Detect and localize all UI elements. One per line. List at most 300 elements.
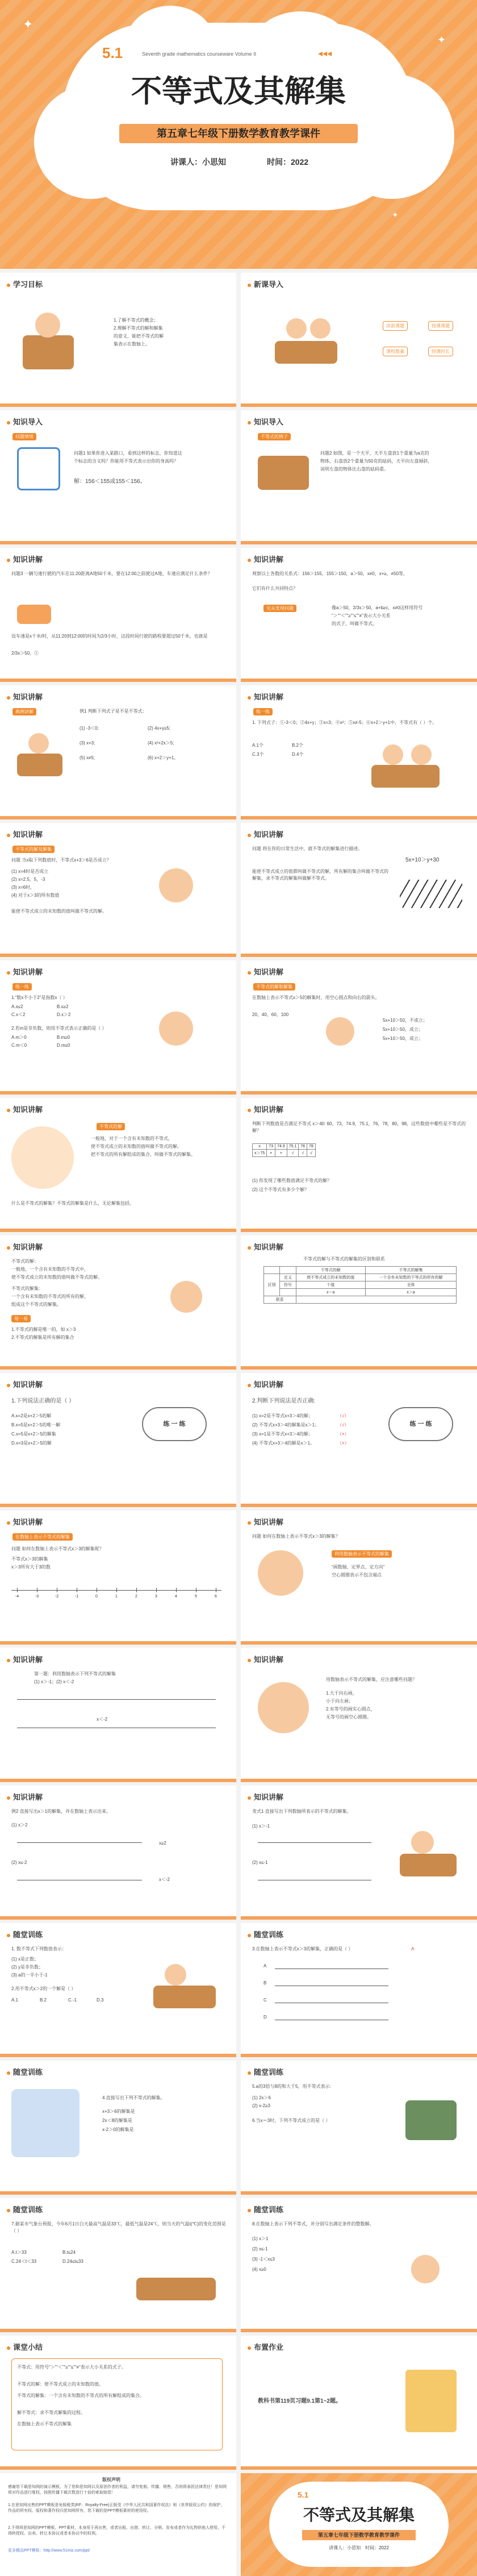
pencils-illustration xyxy=(400,880,462,908)
question-text: 用数轴表示不等式的解集，应注意哪些问题？ xyxy=(326,1677,417,1682)
question-text: 变式1 直接写出下列数轴所表示的不等式的解集。 xyxy=(252,1809,352,1814)
option-text: C.3个 xyxy=(252,752,264,757)
option-label: D xyxy=(263,2015,267,2020)
student-illustration xyxy=(159,1012,193,1046)
slide-heading: 随堂训练 xyxy=(7,1929,43,1940)
note-text: 1.不等式的解是唯一的，如 x＞3 xyxy=(11,1327,76,1332)
option-text: (5) x≠5; xyxy=(80,755,95,760)
practice-cloud: 练 一 练 xyxy=(142,1407,207,1441)
option-label: A xyxy=(263,1963,267,1969)
slide-heading: 知识讲解 xyxy=(248,966,283,977)
footer-bar xyxy=(0,2329,236,2332)
cover-arrows: ◂◂◂ xyxy=(318,49,332,59)
question-text: 1.“数x不小于2”是指数x（ ） xyxy=(11,995,68,1000)
goal-line: 2.理解不等式的解和解集 xyxy=(114,326,163,331)
footer-bar xyxy=(241,679,477,682)
student-illustration xyxy=(411,2255,440,2283)
option-text: B.x≥2 xyxy=(57,1004,69,1009)
summary-text: 不等式的解集：一个含有未知数的不等式的所有解组成的集合。 xyxy=(17,2393,144,2398)
truck-illustration xyxy=(17,605,51,624)
section-tag: 易一易 xyxy=(11,1315,31,1322)
answer-mark: （√） xyxy=(337,1413,349,1418)
option-text: (4) 对于x＞3的所有数值 xyxy=(11,893,60,898)
question-text: (1) 你发现了哪些数值满足不等式的解？ xyxy=(252,1178,332,1183)
question-text: 观察以上各数的关系式：156＞155，155＞150，a＞50，x≠0，x+≥，≠50等， xyxy=(252,571,408,576)
slide-heading: 知识讲解 xyxy=(248,1104,283,1114)
footer-bar xyxy=(0,1366,236,1370)
desk-illustration xyxy=(136,2278,216,2300)
slide-heading: 知识讲解 xyxy=(7,554,43,564)
option-text: A.x≤2 xyxy=(11,1004,23,1009)
question-text: 问题 如何在数轴上表示不等式x＞3的解集？ xyxy=(252,1534,340,1539)
option-text: D.4个 xyxy=(292,752,304,757)
section-tag: 练一练 xyxy=(253,708,273,715)
answer-mark: （×） xyxy=(337,1431,349,1437)
option-text: C.24＜t＜33 xyxy=(11,2259,37,2264)
footer-bar xyxy=(0,1091,236,1095)
option-text: B.2个 xyxy=(292,743,304,748)
option-text: (2) 不等式x+3＞4的解集是x＞1； xyxy=(252,1422,320,1428)
question-text: 它们有什么共同特点？ xyxy=(252,586,298,591)
summary-box xyxy=(11,2358,223,2450)
option-text: (3) x=6时， xyxy=(11,885,35,890)
option-text: C.m＜0 xyxy=(11,1043,27,1048)
option-text: x+3＞6的解集是 xyxy=(102,2109,135,2114)
definition-text: 一般地，一个含有未知数的不等式中， xyxy=(11,1267,89,1272)
note-text: 空心圆圈表示不包含端点 xyxy=(332,1572,382,1578)
question-text: 1.下列说法正确的是（ ） xyxy=(11,1398,75,1404)
footer-bar xyxy=(0,1916,236,1920)
bullet-text: 不等式x＞3的解集 xyxy=(11,1557,48,1562)
question-text: 2.若m是非负数，则用不等式表示正确的是（ ） xyxy=(11,1026,107,1031)
number-line-tick-label: 0 xyxy=(95,1595,98,1599)
intro-item: 读前课题 xyxy=(383,321,408,331)
section-tag: 不等式的解 xyxy=(97,1123,125,1130)
tip-text: 1.大于向右画， xyxy=(326,1691,357,1696)
table-row: x＝a x＞a xyxy=(264,1289,457,1296)
option-text: D.m≤0 xyxy=(57,1043,70,1048)
question-text: 7.据某市气象台预报，今年6月1日白天最高气温是33℃，最低气温是24℃，则当天的气温t(℃)的变化范围是（ ） xyxy=(11,2221,226,2233)
teacher-illustration xyxy=(258,1682,309,1733)
slide-example-2 xyxy=(0,1786,236,1920)
cover-title: 不等式及其解集 xyxy=(131,73,346,109)
question-text: 8.在数轴上表示下列不等式，并分别写出满足条件的整数解。 xyxy=(252,2221,374,2227)
number-line-tick-label: 2 xyxy=(135,1595,137,1599)
summary-text: 解不等式：求不等式解集的过程。 xyxy=(17,2410,85,2415)
option-text: A.1 xyxy=(11,1997,19,2003)
section-tag: 利用数轴表示不等式的解集 xyxy=(332,1550,392,1558)
intro-item: 授课课题 xyxy=(428,321,453,331)
slide-example-1 xyxy=(0,685,236,819)
footer-bar xyxy=(241,1504,477,1507)
option-text: B.t≤24 xyxy=(62,2250,76,2255)
option-text: (3) a的一半小于-1 xyxy=(11,1972,48,1978)
question-text: 1. 下列式子：①-3＜0；②4x+y；③x=3；④x²；⑤x≠-5；⑥x+2＞y+1中，不等式有（ ）个。 xyxy=(252,720,437,725)
option-text: (1) x＞1 xyxy=(252,2236,269,2241)
slide-heading: 知识讲解 xyxy=(7,1379,43,1389)
slide-exercise-2 xyxy=(241,1923,477,2057)
footer-bar xyxy=(241,1779,477,1782)
height-sign-illustration xyxy=(17,447,60,490)
question-text: 问题1 如果你进入某路口，看到这样的标志，你知道这 xyxy=(74,451,182,456)
question-text: 问题 如何在数轴上表示不等式x＞3的解集呢？ xyxy=(11,1546,104,1551)
slide-heading: 学习目标 xyxy=(7,278,43,289)
slide-knowledge-intro-2 xyxy=(241,410,477,544)
check-text: 5x+10＞50，成立； xyxy=(383,1027,423,1032)
slide-numberline-2 xyxy=(241,1510,477,1645)
definition-text: 一般地，对于一个含有未知数的不等式， xyxy=(91,1136,173,1141)
cover-en-subtitle: Seventh grade mathematics courseware Volume II xyxy=(142,51,257,57)
section-tag: 典例讲解 xyxy=(12,708,36,715)
slide-numberline-1 xyxy=(0,1510,236,1645)
question-text: (2) 这个不等式有多少个解？ xyxy=(252,1187,309,1192)
student-illustration xyxy=(286,318,307,339)
cover-subtitle: 第五章七年级下册数学教育教学课件 xyxy=(119,124,358,143)
option-text: (2) x=2.5，5，-3 xyxy=(11,877,45,882)
option-text: (1) x＞-1 xyxy=(252,1824,270,1829)
option-text: (2) y是非负数； xyxy=(11,1965,43,1970)
slide-heading: 知识讲解 xyxy=(7,1791,43,1802)
option-text: B.2 xyxy=(40,1997,47,2003)
slide-intro xyxy=(241,273,477,407)
slide-exercise-3 xyxy=(0,2061,236,2195)
slide-heading: 随堂训练 xyxy=(248,2204,283,2215)
question-text: 说明左盘的物体比右盘的砝码重。 xyxy=(320,467,388,472)
option-label: C xyxy=(263,1997,267,2003)
definition-text: 能使不等式成立的值都叫做不等式的解，所有解的集合叫做不等式的解集，求不等式的解集叫做解不等式。 xyxy=(252,869,388,881)
number-line-tick-label: 1 xyxy=(115,1595,118,1599)
desk-illustration xyxy=(153,1986,216,2008)
desk-illustration xyxy=(371,765,440,788)
option-text: (6) x+2＞y+1。 xyxy=(148,755,179,760)
number-line xyxy=(17,1842,142,1843)
slide-heading: 知识讲解 xyxy=(248,554,283,564)
option-text: A.m＞0 xyxy=(11,1035,27,1040)
table-row: x 73 74.9 75.1 76 78 xyxy=(253,1144,316,1150)
student-desk-illustration xyxy=(17,754,62,776)
question-text: 问题 将在你的日常生活中，就不等式的解集进行描述。 xyxy=(252,846,363,851)
option-text: (4) 不等式x+3＞4的解是x＞1。 xyxy=(252,1441,315,1446)
footer-bar xyxy=(241,1366,477,1370)
check-text: 5x+10＞50，成立； xyxy=(383,1036,423,1041)
number-line-tick-label: -3 xyxy=(35,1595,39,1599)
table-row: 联系 xyxy=(264,1296,457,1304)
option-text: (2) x-2≥3 xyxy=(252,2103,270,2108)
number-line-tick xyxy=(17,1588,18,1592)
number-line-tick-label: 6 xyxy=(215,1595,217,1599)
number-line-tick xyxy=(136,1588,137,1592)
slide-heading: 知识讲解 xyxy=(7,1654,43,1664)
table-row: 符号 个值 全体 xyxy=(264,1281,457,1289)
cover-speaker: 讲课人：小思知 xyxy=(170,157,226,167)
footer-bar xyxy=(0,1641,236,1645)
intro-item: 授课时长 xyxy=(428,347,453,356)
option-text: B.x=5是x+2＞5的唯一解 xyxy=(11,1422,61,1428)
footer-bar xyxy=(241,2054,477,2057)
slide-learning-goals xyxy=(0,273,236,407)
slide-heading: 知识讲解 xyxy=(7,966,43,977)
footer-bar xyxy=(241,1091,477,1095)
slide-summary xyxy=(0,2336,236,2470)
tip-text: 无等号的画空心圆圈。 xyxy=(326,1714,371,1720)
number-line-tick xyxy=(116,1588,117,1592)
option-text: B.m≥0 xyxy=(57,1035,70,1040)
numbers-text: 20、40、60、100 xyxy=(252,1012,289,1017)
slide-exercise-4 xyxy=(241,2061,477,2195)
compare-table xyxy=(263,1266,457,1304)
option-text: (2) x≤-1 xyxy=(252,1860,268,1865)
number-line xyxy=(17,1699,216,1700)
slide-knowledge-intro-1 xyxy=(0,410,236,544)
answer-text: x＜-2 xyxy=(159,1877,170,1882)
option-text: x-2＞0的解集是 xyxy=(102,2127,134,2132)
number-line-tick-label: 4 xyxy=(175,1595,177,1599)
number-line-tick-label: -4 xyxy=(15,1595,19,1599)
slide-heading: 新课导入 xyxy=(248,278,283,289)
slide-heading: 知识讲解 xyxy=(7,1241,43,1252)
option-text: (4) x≥0 xyxy=(252,2267,266,2272)
slide-solution-set-3 xyxy=(241,960,477,1095)
answer-mark: A xyxy=(411,1946,415,1951)
section-tag: 不等式的例子 xyxy=(258,433,291,440)
slide-practice-4 xyxy=(241,1373,477,1507)
slide-heading: 知识讲解 xyxy=(7,1104,43,1114)
tip-text: 小于向左画； xyxy=(326,1699,353,1704)
reading-kids-illustration xyxy=(159,868,193,902)
desk-illustration xyxy=(275,341,337,364)
footer-bar xyxy=(241,1229,477,1232)
student-illustration xyxy=(310,318,330,339)
number-line-tick xyxy=(176,1588,177,1592)
option-text: (1) 2x＞6 xyxy=(252,2095,271,2100)
answer-mark: （×） xyxy=(337,1441,349,1446)
number-line-tick-label: -2 xyxy=(55,1595,59,1599)
option-text: D.x＞2 xyxy=(57,1012,71,1017)
student-illustration xyxy=(28,733,49,754)
copyright-link[interactable]: 更多精品PPT模板：http://www.51miz.com/ppt/ xyxy=(8,2549,90,2553)
blackboard-illustration xyxy=(405,2100,457,2140)
question-text: 6.当x＝3时，下列不等式成立的是（ ） xyxy=(252,2118,330,2123)
intro-item: 课程数量 xyxy=(383,347,408,356)
section-tag: 问题情境 xyxy=(12,433,36,440)
ending-number: 5.1 xyxy=(298,2490,309,2499)
question-text: 2.用不等式x＞2的一个解是（ ） xyxy=(11,1986,76,1991)
slide-exercise-6 xyxy=(241,2198,477,2332)
question-text: 物体，右盘放2个重量为50克的砝码，天平向左盘倾斜， xyxy=(320,459,433,464)
slide-compare-table xyxy=(241,1235,477,1370)
footer-bar xyxy=(0,1779,236,1782)
footer-bar xyxy=(0,541,236,544)
option-text: (2) x≤-2 xyxy=(11,1860,27,1865)
copyright-title: 版权声明 xyxy=(102,2477,120,2482)
student-illustration xyxy=(35,313,60,338)
number-line-tick-label: 5 xyxy=(195,1595,197,1599)
option-text: D.x=3是x+2＞5的解 xyxy=(11,1441,52,1446)
slide-heading: 知识讲解 xyxy=(7,691,43,702)
slide-solution-def xyxy=(0,1098,236,1232)
slide-heading: 布置作业 xyxy=(248,2341,283,2352)
definition-text: 像a＞50，2/3x＞50，a+b≥c，x≠0这样用符号 xyxy=(332,605,423,610)
definition-text: 使不等式成立的未知数的值叫做不等式的解。 xyxy=(11,1275,102,1280)
answer-text: 解：156＜155或155＜156。 xyxy=(74,478,146,485)
table-row: 不等式的解 不等式的解集 xyxy=(264,1267,457,1274)
option-label: B xyxy=(263,1980,267,1986)
footer-bar xyxy=(0,2191,236,2195)
explanation-text: 设车速是x千米/时，从11:20到12:00的时间为2/3小时，这段时间行驶的路程要超过50千米，也就是 xyxy=(11,634,208,639)
question-text: 4.直接写出下列不等式的解集。 xyxy=(102,2095,165,2100)
equation-text: 2/3x＞50。① xyxy=(11,651,39,656)
section-tag: 见从发现问题 xyxy=(263,605,296,612)
footer-bar xyxy=(241,541,477,544)
slide-heading: 知识讲解 xyxy=(7,1516,43,1527)
slide-heading: 随堂训练 xyxy=(7,2204,43,2215)
option-text: (1) x是正数； xyxy=(11,1957,39,1962)
section-tag: 不等式的解及解集 xyxy=(12,846,55,853)
question-text: 2.判断下列说法是否正确: xyxy=(252,1398,316,1404)
definition-title: 不等式的解： xyxy=(11,1259,39,1264)
summary-text: 不等式：用符号“＞”“＜”“≥”“≤”“≠”表示大小关系的式子。 xyxy=(17,2365,126,2370)
question-text: 问题 当x取下列数值时，不等式x+3＞6是否成立？ xyxy=(11,858,111,863)
cover-slide xyxy=(0,0,477,269)
footer-bar xyxy=(0,403,236,407)
cover-time: 时间：2022 xyxy=(267,157,309,167)
option-text: (4) x²+2x＞5; xyxy=(148,740,174,746)
slide-solution-set-2 xyxy=(241,823,477,957)
definition-text: 的式子，叫做不等式。 xyxy=(332,621,377,626)
option-text: (3) x=1是不等式x+3＞4的解； xyxy=(252,1431,313,1437)
slide-variant-1 xyxy=(241,1786,477,1920)
option-text: (1) x=2是不等式x+3＞4的解； xyxy=(252,1413,313,1418)
student-illustration xyxy=(411,1831,434,1854)
section-tag: 练一练 xyxy=(12,983,32,991)
question-text: 判断下列数值是否满足不等式 x＞40: 60，73，74.9，75.1，76，78，80，98，这些数值中哪些是不等式的解？ xyxy=(252,1121,466,1133)
slide-heading: 知识讲解 xyxy=(248,829,283,839)
definition-text: 使不等式成立的未知数的值叫做不等式的解。 xyxy=(91,1144,182,1149)
goal-line: 集表示在数轴上。 xyxy=(114,342,150,347)
slide-table-check xyxy=(241,1098,477,1232)
definition-text: “＞”“＜”“≥”“≤”“≠”表示大小关系 xyxy=(332,613,391,618)
slide-knowledge-3 xyxy=(0,548,236,682)
note-text: 什么是不等式的解集？不等式的解集是什么，无论解集包括。 xyxy=(11,1201,134,1206)
slide-heading: 随堂训练 xyxy=(7,2066,43,2077)
option-text: (1) x＞2 xyxy=(11,1822,28,1828)
slide-heading: 知识讲解 xyxy=(248,1379,283,1389)
option-text: C.x=5是x+2＞5的解集 xyxy=(11,1431,56,1437)
goal-line: 的意义，能把不等式的解 xyxy=(114,334,164,339)
student-illustration xyxy=(383,744,403,765)
question-text: 例1 判断下列式子是不是不等式： xyxy=(80,709,147,714)
tip-text: 2.有等号的画实心圆点， xyxy=(326,1707,375,1712)
ruler-illustration xyxy=(405,2370,457,2432)
footer-bar xyxy=(241,954,477,957)
question-text: 问题3 一辆匀速行驶的汽车在11:20距离A地50千米，要在12:00之前驶过A地，车速应满足什么条件？ xyxy=(11,571,212,576)
slide-heading: 随堂训练 xyxy=(248,1929,283,1940)
table-title: 不等式的解与不等式的解集的区别和联系 xyxy=(303,1256,385,1262)
sparkle-icon: ✦ xyxy=(437,34,446,45)
slide-practice-2 xyxy=(0,960,236,1095)
answer-text: x≥2 xyxy=(159,1841,166,1846)
equation-text: 5x+10＞y+30 xyxy=(405,857,440,863)
option-text: C.-1 xyxy=(68,1997,77,2003)
question-text: 问题2 如图，是一个天平，天平左盘放1个重量为a克的 xyxy=(320,451,429,456)
slide-heading: 课堂小结 xyxy=(7,2341,43,2352)
option-text: D.24≤t≤33 xyxy=(62,2259,83,2264)
slide-solution-set-1 xyxy=(0,823,236,957)
option-text: (3) x=3; xyxy=(80,740,95,746)
slide-definitions xyxy=(0,1235,236,1370)
copyright-text: 1.在思知网出售的PPT模板是免版税类(RF：Royalty-Free)正版受《中华人民共和国著作权法》和《世界版权公约》的保护，作品的所有权、版权和著作权归思知网所有，您下载的是PPT模板素材的使用权。 xyxy=(8,2503,225,2513)
question-text: 第一题：利用数轴表示下列不等式的解集 xyxy=(34,1671,116,1676)
table-row: 区别 定义 使不等式成立的未知数的值 一个含有未知数的不等式的所有的解 xyxy=(264,1274,457,1281)
student-illustration xyxy=(326,1017,354,1046)
sparkle-icon: ✦ xyxy=(23,17,34,31)
slide-copyright xyxy=(0,2473,236,2576)
footer-bar xyxy=(0,816,236,819)
question-text: 例2 直接写出x＞1的解集，并在数轴上表示出来。 xyxy=(11,1809,111,1814)
question-text: (1) x＞-1；(2) x＜-2 xyxy=(34,1679,74,1684)
footer-bar xyxy=(241,2191,477,2195)
section-tag: 在数轴上表示不等式的解集 xyxy=(12,1533,73,1541)
summary-text: 不等式的解：使不等式成立的未知数的值。 xyxy=(17,2382,103,2387)
definition-text: 把不等式的所有解组成的集合，叫做不等式的解集。 xyxy=(91,1152,195,1157)
cover-number: 5.1 xyxy=(102,44,123,61)
practice-cloud: 练 一 练 xyxy=(388,1407,453,1441)
option-text: A.1个 xyxy=(252,743,264,748)
slide-numberline-3 xyxy=(0,1648,236,1782)
slide-ending xyxy=(241,2473,477,2576)
kids-illustration xyxy=(11,1126,74,1189)
option-text: A.x=2是x+2＞5的解 xyxy=(11,1413,52,1418)
copyright-text: 2.不得将思知网的PPT模板、PPT素材，本身用于再出售，或者出租、出借、转让、分销、发布或者作为礼物供他人使用，不得转授权、出卖、转让本协议或者本协议中的权利。 xyxy=(8,2526,226,2536)
solution-label: x＜-2 xyxy=(97,1717,108,1722)
thinking-kid-illustration xyxy=(258,1550,303,1596)
footer-bar xyxy=(241,2466,477,2470)
sparkle-icon: ✦ xyxy=(392,210,399,219)
option-text: (2) x≤-1 xyxy=(252,2246,268,2252)
summary-text: 在数轴上表示不等式的解集 xyxy=(17,2421,72,2427)
copyright-text: 感谢您下载思知网的演示模板，为了您和思知网以及原创作者的利益，请勿复制、传播、销售，否则将承担法律责任！思知网将对作品进行维权，按照传播下载次数进行十倍的索取赔偿！ xyxy=(8,2485,227,2495)
slide-homework xyxy=(241,2336,477,2470)
definition-title: 不等式的解集： xyxy=(11,1286,43,1291)
footer-bar xyxy=(0,2054,236,2057)
question-text: 3.在数轴上表示不等式x＞3的解集，正确的是（ ） xyxy=(252,1946,353,1951)
slide-practice-1 xyxy=(241,685,477,819)
footer-bar xyxy=(0,2466,236,2470)
definition-text: 能使不等式成立的未知数的值叫做不等式的解。 xyxy=(11,909,107,914)
steps-text: “画数轴、定界点、定方向” xyxy=(332,1564,385,1570)
question-text: 5.a的3倍与8的和大于5，用不等式表示: xyxy=(252,2084,331,2089)
definition-text: 组成这个不等式的解集。 xyxy=(11,1302,61,1307)
slide-heading: 知识讲解 xyxy=(248,1654,283,1664)
option-text: C.x＜2 xyxy=(11,1012,26,1017)
slide-knowledge-4 xyxy=(241,548,477,682)
table-row: x＞75 × × √ √ √ xyxy=(253,1150,316,1157)
option-text: 2x＜8的解集是 xyxy=(102,2118,132,2123)
option-text: A.t＞33 xyxy=(11,2250,27,2255)
homework-text: 教科书第119页习题9.1第1~2题。 xyxy=(258,2398,341,2404)
slide-exercise-5 xyxy=(0,2198,236,2332)
ending-footer: 讲课人：小思知 时间：2022 xyxy=(329,2545,389,2550)
student-illustration xyxy=(411,744,432,765)
bullet-text: x＞3所有大于3的数 xyxy=(11,1564,51,1570)
footer-bar xyxy=(241,403,477,407)
ending-title: 不等式及其解集 xyxy=(303,2506,415,2524)
student-illustration xyxy=(165,1964,186,1986)
footer-bar xyxy=(0,954,236,957)
option-text: D.3 xyxy=(97,1997,104,2003)
ending-subtitle: 第五章七年级下册数学教育教学课件 xyxy=(302,2530,416,2540)
definition-text: 一个含有未知数的不等式的所有的解， xyxy=(11,1294,89,1299)
